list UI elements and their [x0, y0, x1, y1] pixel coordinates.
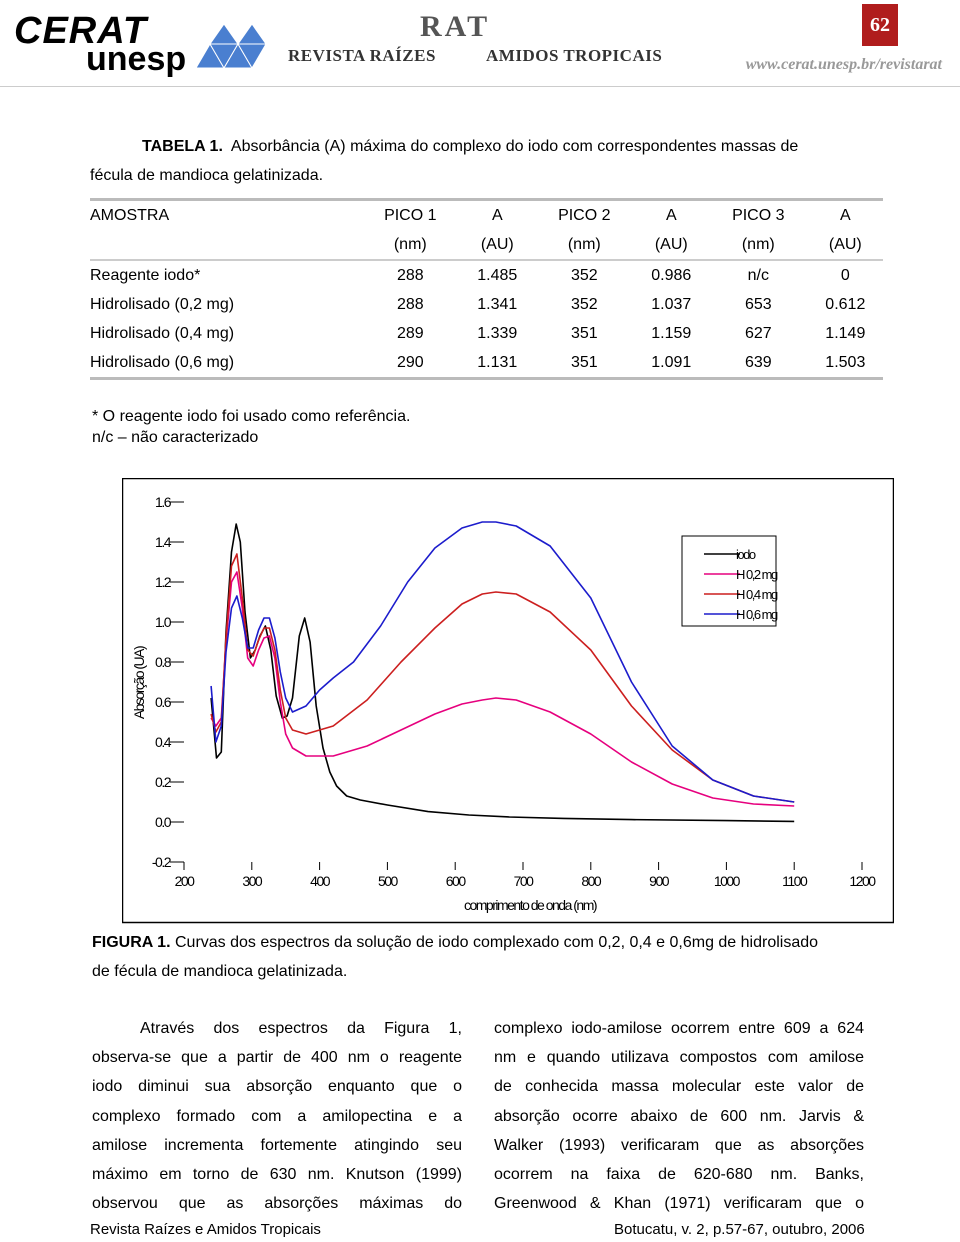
- footer-citation: Botucatu, v. 2, p.57-67, outubro, 2006: [614, 1221, 865, 1238]
- x-tick-label: 300: [242, 873, 262, 889]
- rat-logo: RAT: [420, 10, 491, 43]
- table-row: [90, 290, 883, 319]
- y-tick-label: 1.6: [155, 494, 170, 510]
- table-cell: 290: [361, 348, 460, 379]
- magazine-title-right: AMIDOS TROPICAIS: [486, 46, 663, 65]
- body-line: observa-se que a partir de 400 nm o reagente: [92, 1049, 462, 1067]
- legend-label: H 0,4 mg: [736, 587, 777, 602]
- x-tick-label: 600: [445, 873, 465, 889]
- x-tick-label: 500: [377, 873, 397, 889]
- body-line: complexo formado com a amilopectina e a: [92, 1107, 462, 1125]
- body-line: absorção ocorre abaixo de 600 nm. Jarvis &: [494, 1107, 864, 1125]
- legend-label: H 0,6 mg: [736, 607, 777, 622]
- header-divider: [0, 86, 960, 87]
- col-header: PICO 2: [535, 200, 634, 231]
- table-cell: 627: [744, 324, 772, 342]
- table-cell: 1.339: [477, 324, 518, 342]
- y-tick-label: 0.2: [155, 774, 170, 790]
- table-header-row: [90, 200, 883, 231]
- y-tick-label: 0.0: [155, 814, 170, 830]
- col-header: PICO 1: [361, 200, 460, 231]
- body-line: Walker (1993) verificaram que as absorções: [494, 1136, 864, 1154]
- table-cell: 288: [361, 260, 460, 290]
- col-header: AMOSTRA: [90, 200, 361, 231]
- body-line: Através dos espectros da Figura 1,: [140, 1020, 462, 1037]
- unit-cell: (AU): [654, 235, 688, 253]
- body-line: nm e quando utilizava compostos com amilose: [494, 1049, 864, 1067]
- table-cell: 1.037: [651, 295, 692, 313]
- body-line: ocorrem na faixa de 620-680 nm. Banks,: [494, 1166, 864, 1184]
- body-line: iodo diminui sua absorção enquanto que o: [92, 1078, 462, 1096]
- unesp-triangle-logo-icon: [196, 24, 266, 68]
- figure-caption-text: Curvas dos espectros da solução de iodo complexado com 0,2, 0,4 e 0,6mg de hidrolisado: [174, 934, 819, 951]
- table-cell: 351: [535, 348, 634, 379]
- absorbance-table: [90, 198, 883, 380]
- body-line: amilose incrementa fortemente atingindo seu: [92, 1136, 462, 1154]
- y-axis-label: Absorção (UA): [131, 646, 147, 720]
- x-tick-label: 1200: [849, 873, 875, 889]
- figure-caption: [92, 928, 818, 957]
- magazine-title-left: REVISTA RAÍZES: [288, 46, 436, 65]
- table-units-row: [90, 230, 883, 260]
- x-tick-label: 700: [513, 873, 533, 889]
- footer-journal: Revista Raízes e Amidos Tropicais: [90, 1221, 321, 1238]
- table-cell: 1.149: [825, 324, 866, 342]
- table-caption-text: Absorbância (A) máxima do complexo do iodo com correspondentes massas de: [230, 138, 799, 155]
- legend-label: H 0,2 mg: [736, 567, 777, 582]
- x-tick-label: 400: [310, 873, 330, 889]
- figure-caption-line2: de fécula de mandioca gelatinizada.: [92, 963, 348, 980]
- y-tick-label: 1.2: [155, 574, 170, 590]
- body-right-column: [494, 1014, 864, 1218]
- table-cell: 1.341: [477, 295, 518, 313]
- spectra-chart: [122, 478, 894, 924]
- page-number: 62: [862, 4, 898, 46]
- table-cell: Hidrolisado (0,4 mg): [90, 324, 235, 342]
- body-line: complexo iodo-amilose ocorrem entre 609 a 624: [494, 1020, 864, 1037]
- unit-cell: (nm): [393, 235, 427, 253]
- table-cell: 1.091: [634, 348, 709, 379]
- unit-cell: (AU): [480, 235, 514, 253]
- table-note: * O reagente iodo foi usado como referência.: [92, 408, 411, 425]
- table-cell: 352: [570, 295, 598, 313]
- body-left-column: [92, 1014, 462, 1218]
- table-cell: 289: [396, 324, 424, 342]
- unit-cell: (nm): [741, 235, 775, 253]
- y-tick-label: 1.0: [155, 614, 170, 630]
- table-cell: 1.131: [460, 348, 535, 379]
- table-cell: 1.159: [651, 324, 692, 342]
- table-caption-line2: fécula de mandioca gelatinizada.: [90, 167, 324, 184]
- col-header: A: [808, 200, 883, 231]
- table-cell: n/c: [709, 260, 808, 290]
- table-cell: 653: [744, 295, 772, 313]
- y-tick-label: -0.2: [151, 854, 170, 870]
- body-line: de conhecida massa molecular este valor de: [494, 1078, 864, 1096]
- figure-caption-label: FIGURA 1.: [92, 934, 171, 951]
- table-cell: 1.485: [460, 260, 535, 290]
- table-cell: Reagente iodo*: [90, 260, 361, 290]
- body-line: máximo em torno de 630 nm. Knutson (1999): [92, 1166, 462, 1184]
- y-tick-label: 1.4: [155, 534, 170, 550]
- x-tick-label: 200: [174, 873, 194, 889]
- website-link[interactable]: www.cerat.unesp.br/revistarat: [745, 56, 942, 73]
- table-cell: 1.503: [808, 348, 883, 379]
- table-cell: 352: [535, 260, 634, 290]
- x-axis-label: comprimento de onda (nm): [463, 897, 597, 913]
- body-line: Greenwood & Khan (1971) verificaram que o: [494, 1195, 864, 1213]
- col-header: A: [634, 200, 709, 231]
- x-tick-label: 800: [581, 873, 601, 889]
- unit-cell: (nm): [567, 235, 601, 253]
- table-cell: 0.986: [634, 260, 709, 290]
- cerat-logo: CERAT: [14, 10, 148, 52]
- table-caption: [142, 132, 798, 161]
- unesp-logo: unesp: [86, 40, 187, 78]
- table-cell: 0: [808, 260, 883, 290]
- chart-legend: [682, 536, 778, 626]
- unit-cell: (AU): [828, 235, 862, 253]
- y-tick-label: 0.4: [155, 734, 170, 750]
- y-tick-label: 0.6: [155, 694, 170, 710]
- table-row: [90, 260, 883, 290]
- x-tick-label: 1000: [713, 873, 739, 889]
- x-tick-label: 1100: [782, 873, 807, 889]
- table-caption-label: TABELA 1.: [142, 138, 223, 155]
- col-header: A: [460, 200, 535, 231]
- y-tick-label: 0.8: [155, 654, 170, 670]
- table-row: [90, 348, 883, 379]
- col-header: PICO 3: [709, 200, 808, 231]
- table-cell: Hidrolisado (0,2 mg): [90, 295, 235, 313]
- table-row: [90, 319, 883, 348]
- table-cell: 639: [709, 348, 808, 379]
- unit-cell: [90, 230, 361, 260]
- table-cell: Hidrolisado (0,6 mg): [90, 348, 361, 379]
- x-tick-label: 900: [649, 873, 669, 889]
- chart-frame: [123, 479, 894, 923]
- table-cell: 0.612: [825, 295, 866, 313]
- body-line: observou que as absorções máximas do: [92, 1195, 462, 1213]
- table-cell: 288: [396, 295, 424, 313]
- legend-label: iodo: [736, 547, 755, 562]
- table-note: n/c – não caracterizado: [92, 429, 259, 446]
- table-cell: 351: [570, 324, 598, 342]
